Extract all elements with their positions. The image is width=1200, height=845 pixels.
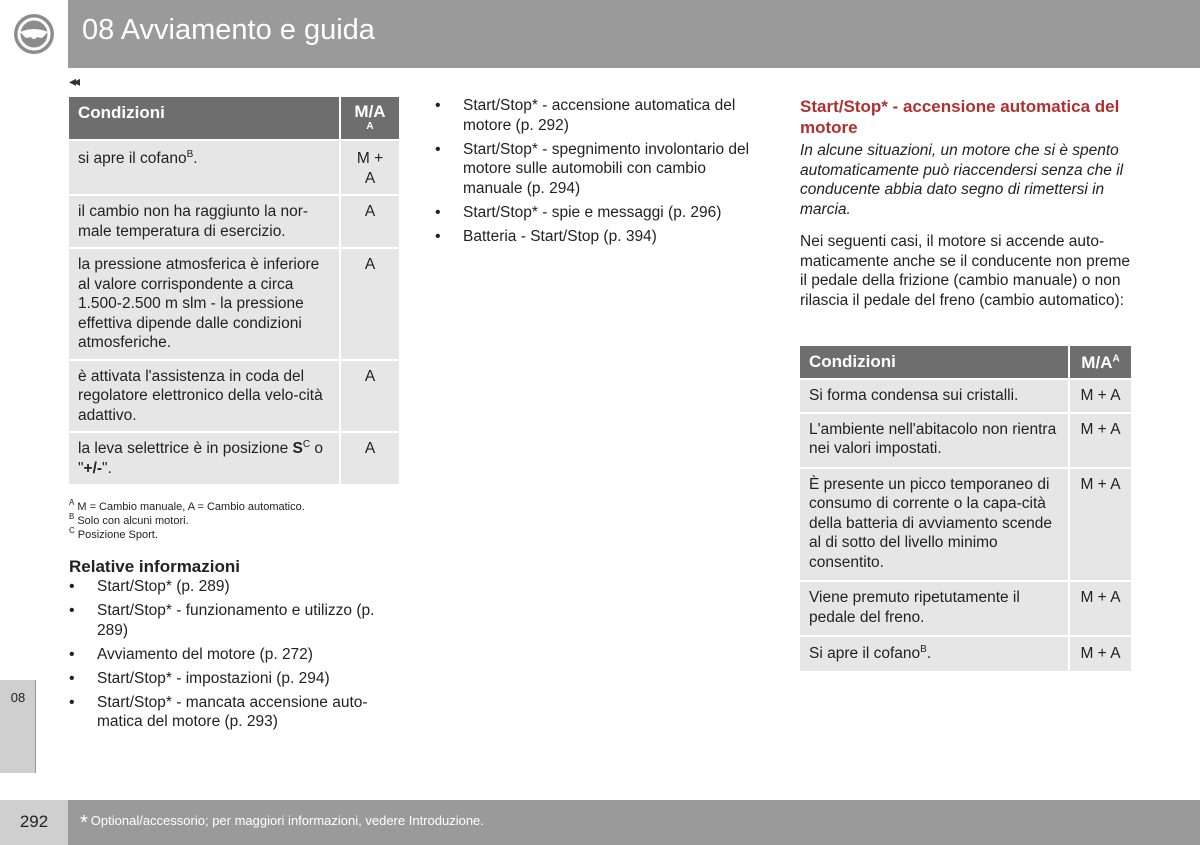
table-header	[800, 346, 1131, 380]
row-text: la leva selettrice è in posizione	[78, 440, 293, 457]
table-footnotes	[69, 500, 305, 542]
table-row	[800, 582, 1131, 637]
footnote	[69, 528, 305, 542]
related-link[interactable]: • Start/Stop* - funzionamento e utilizzo (p. 289)	[69, 601, 389, 640]
col-ma	[339, 97, 399, 139]
table-row	[69, 361, 399, 434]
row-value: M + A	[1068, 637, 1131, 671]
chapter-tab[interactable]	[0, 680, 36, 773]
footnote-text: M = Cambio manuale, A = Cambio automatico.	[77, 501, 305, 513]
footnote-ref: B	[186, 148, 194, 160]
row-text: si apre il cofano	[78, 150, 187, 167]
footnote	[69, 514, 305, 528]
related-link[interactable]: • Start/Stop* - spegnimento involontario del motore sulle automobili con cambio manuale (p. 294)	[435, 140, 765, 199]
page-header	[0, 0, 1200, 68]
row-condition: è attivata l'assistenza in coda del regolatore elettronico della velo-cità adattivo.	[78, 367, 323, 424]
col-ma	[1068, 346, 1131, 378]
row-condition: Viene premuto ripetutamente il pedale del freno.	[809, 589, 1020, 626]
side-rail	[0, 68, 36, 773]
row-value: A	[339, 361, 399, 432]
row-condition	[69, 433, 339, 484]
footer-note	[80, 812, 484, 835]
table-row	[69, 141, 399, 196]
related-link[interactable]: • Start/Stop* (p. 289)	[69, 577, 389, 597]
back-arrows-icon[interactable]: ◂◂	[69, 73, 78, 89]
footer-note-text: Optional/accessorio; per maggiori informazioni, vedere Introduzione.	[90, 813, 484, 828]
row-text-suffix: .	[193, 150, 198, 167]
section-paragraph: Nei seguenti casi, il motore si accende auto-maticamente anche se il conducente non preme il pedale della frizione (cambio manuale) o non rilascia il pedale del freno (cambio automatico):	[800, 233, 1131, 309]
footnote	[69, 500, 305, 514]
row-condition: L'ambiente nell'abitacolo non rientra nei valori impostati.	[809, 420, 1057, 457]
star-icon: *	[80, 812, 88, 834]
related-link[interactable]: • Start/Stop* - mancata accensione auto-matica del motore (p. 293)	[69, 693, 389, 732]
table-row	[69, 249, 399, 361]
related-link[interactable]: • Start/Stop* - impostazioni (p. 294)	[69, 669, 389, 689]
row-value: M + A	[1068, 469, 1131, 581]
chapter-tab-label: 08	[10, 690, 26, 705]
row-condition: È presente un picco temporaneo di consumo di corrente o la capa-cità della batteria di avviamento scende al di sotto del livello minimo consentito.	[809, 475, 1052, 571]
col-conditions: Condizioni	[809, 352, 896, 371]
row-text: ".	[102, 459, 112, 477]
related-info-title: Relative informazioni	[69, 557, 240, 576]
conditions-table-1	[69, 97, 399, 486]
row-value: A	[339, 433, 399, 484]
table-row	[800, 380, 1131, 414]
row-text: Si apre il cofano	[809, 645, 921, 662]
table-row	[800, 637, 1131, 673]
header-badge	[0, 0, 68, 68]
steering-wheel-icon	[12, 12, 56, 56]
row-value: M + A	[1068, 380, 1131, 412]
row-text-suffix: .	[926, 645, 932, 662]
row-condition	[69, 141, 339, 194]
related-link[interactable]: • Start/Stop* - accensione automatica del motore (p. 292)	[435, 96, 765, 135]
row-text: o "	[78, 440, 324, 477]
table-header	[69, 97, 399, 141]
row-condition: il cambio non ha raggiunto la nor-male temperatura di esercizio.	[78, 203, 309, 240]
related-info-list	[69, 577, 389, 736]
col-ma-label: M/A	[1081, 353, 1113, 372]
col-ma-sup: A	[366, 121, 374, 132]
page-number: 292	[0, 800, 68, 845]
col-conditions: Condizioni	[78, 103, 165, 122]
table-row	[69, 433, 399, 486]
table-row	[69, 196, 399, 249]
footnote-mark: B	[69, 512, 75, 522]
row-condition	[800, 637, 1068, 671]
footnote-ref: B	[920, 643, 927, 655]
related-link[interactable]: • Start/Stop* - spie e messaggi (p. 296)	[435, 203, 765, 223]
chapter-title: 08 Avviamento e guida	[82, 14, 375, 46]
row-value: A	[339, 196, 399, 247]
row-bold: +/-	[83, 459, 103, 477]
section-intro: In alcune situazioni, un motore che si è spento automaticamente può riaccendersi senza che il conducente abbia dato segno di rimettersi in marcia.	[800, 142, 1124, 218]
footnote-ref: C	[302, 438, 311, 450]
col-ma-label: M/A	[354, 102, 386, 121]
page-footer	[0, 800, 1200, 845]
section-heading: Start/Stop* - accensione automatica del motore	[800, 97, 1120, 137]
related-info-list-continued	[435, 96, 765, 251]
table-row	[800, 469, 1131, 583]
col-ma-sup: A	[1112, 353, 1120, 365]
table-row	[800, 414, 1131, 469]
row-condition: Si forma condensa sui cristalli.	[809, 387, 1019, 404]
conditions-table-2	[800, 346, 1131, 673]
row-value: M + A	[339, 141, 399, 194]
footnote-text: Solo con alcuni motori.	[77, 515, 189, 527]
row-value: M + A	[1068, 582, 1131, 635]
row-value: M + A	[1068, 414, 1131, 467]
footnote-mark: C	[69, 526, 75, 536]
row-bold: S	[292, 440, 303, 457]
related-link[interactable]: • Batteria - Start/Stop (p. 394)	[435, 227, 765, 247]
row-condition: la pressione atmosferica è inferiore al valore corrispondente a circa 1.500-2.500 m slm - la pressione effettiva dipende dalle condizioni atmosferiche.	[78, 256, 320, 351]
footnote-mark: A	[69, 498, 75, 508]
footnote-text: Posizione Sport.	[77, 529, 158, 541]
row-value: A	[339, 249, 399, 359]
related-link[interactable]: • Avviamento del motore (p. 272)	[69, 645, 389, 665]
